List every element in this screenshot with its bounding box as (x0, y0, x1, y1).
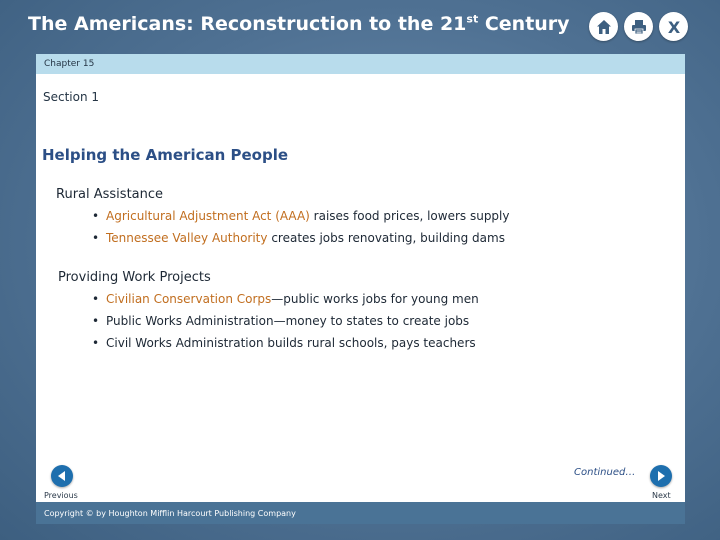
chapter-label: Chapter 15 (44, 59, 95, 69)
continued-label: Continued… (574, 467, 636, 478)
slide-panel (36, 54, 685, 524)
arrow-right-icon (655, 470, 667, 482)
work-projects-list (92, 288, 479, 354)
previous-label: Previous (44, 491, 78, 500)
chapter-strip (36, 54, 685, 74)
print-button[interactable] (624, 12, 653, 41)
section-label: Section 1 (43, 90, 100, 104)
list-item: • Civil Works Administration builds rural schools, pays teachers (92, 332, 479, 354)
list-item: • Civilian Conservation Corps—public works jobs for young men (92, 288, 479, 310)
rural-assistance-list (92, 205, 509, 249)
next-label: Next (652, 491, 671, 500)
group-title-work-projects: Providing Work Projects (58, 270, 211, 285)
svg-text:X: X (667, 17, 680, 36)
close-button[interactable] (659, 12, 688, 41)
nav-icons (589, 12, 688, 41)
slide-heading: Helping the American People (42, 146, 289, 164)
previous-button[interactable] (51, 465, 73, 487)
copyright-text: Copyright © by Houghton Mifflin Harcourt Publishing Company (44, 509, 296, 518)
print-icon (630, 18, 648, 36)
arrow-left-icon (56, 470, 68, 482)
home-icon (595, 18, 613, 36)
footer-bar (36, 502, 685, 524)
list-item: • Tennessee Valley Authority creates jobs renovating, building dams (92, 227, 509, 249)
next-button[interactable] (650, 465, 672, 487)
close-icon (665, 18, 683, 36)
presentation-title: The Americans: Reconstruction to the 21st Century (28, 12, 570, 35)
group-title-rural-assistance: Rural Assistance (56, 187, 164, 202)
list-item: • Agricultural Adjustment Act (AAA) raises food prices, lowers supply (92, 205, 509, 227)
list-item: • Public Works Administration—money to states to create jobs (92, 310, 479, 332)
top-bar (0, 0, 720, 54)
home-button[interactable] (589, 12, 618, 41)
